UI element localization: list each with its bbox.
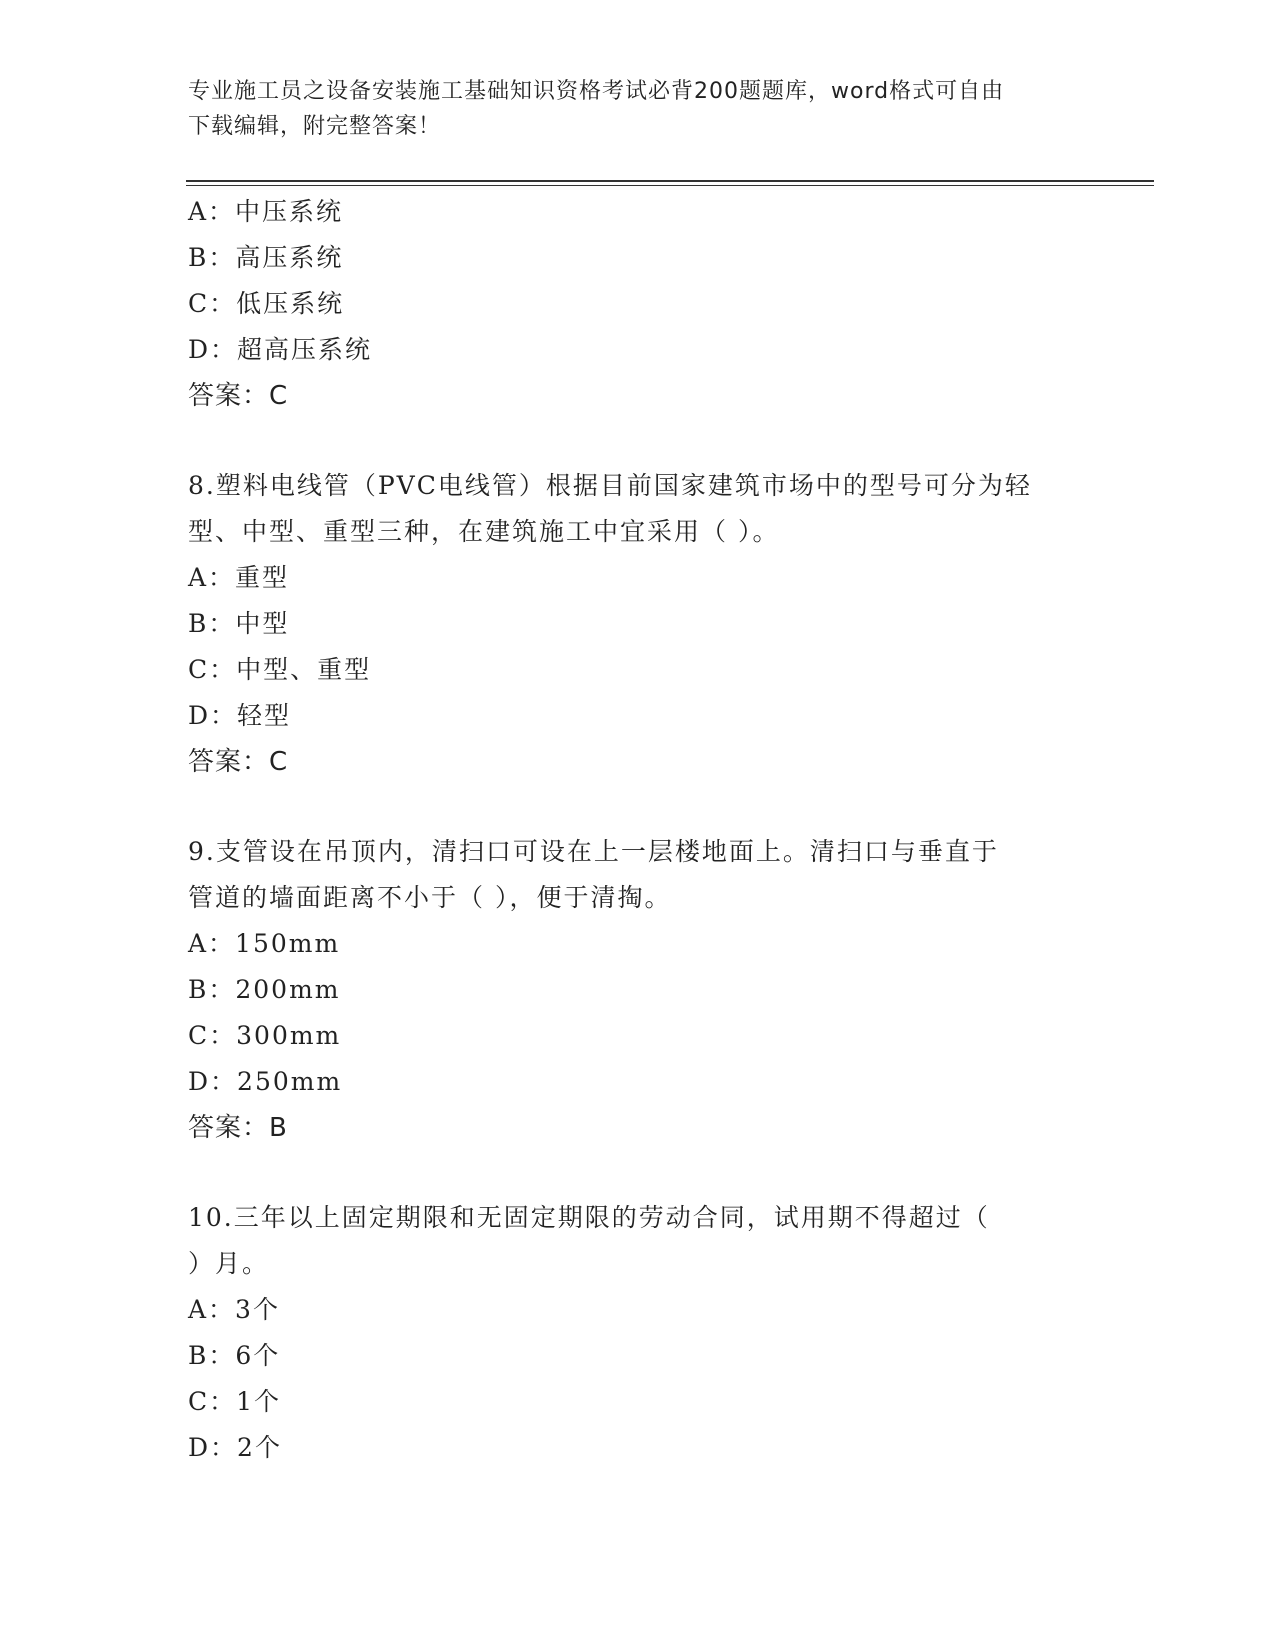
header-divider-thin [186, 185, 1154, 186]
option-d: D：超高压系统 [188, 335, 373, 364]
option-b: B：中型 [188, 609, 290, 638]
answer: 答案：C [188, 747, 289, 777]
option-d: D：250mm [188, 1067, 343, 1096]
question-stem-line-2: ）月。 [188, 1249, 270, 1278]
option-c: C：1个 [188, 1387, 282, 1416]
document-header [188, 74, 1068, 144]
header-line-1: 专业施工员之设备安装施工基础知识资格考试必背200题题库，word格式可自由 [188, 79, 1005, 104]
option-b: B：高压系统 [188, 243, 344, 272]
option-a: A：中压系统 [188, 197, 344, 226]
option-b: B：200mm [188, 975, 341, 1004]
option-c: C：低压系统 [188, 289, 345, 318]
answer: 答案：B [188, 1113, 288, 1143]
option-a: A：3个 [188, 1295, 280, 1324]
option-b: B：6个 [188, 1341, 281, 1370]
header-line-2: 下载编辑，附完整答案！ [188, 114, 442, 139]
option-a: A：重型 [188, 563, 290, 592]
question-9 [188, 829, 1088, 1151]
question-list [188, 189, 1088, 1471]
header-divider-thick [186, 180, 1154, 182]
question-stem-line-1: 9.支管设在吊顶内，清扫口可设在上一层楼地面上。清扫口与垂直于 [188, 837, 999, 866]
question-stem-line-1: 8.塑料电线管（PVC电线管）根据目前国家建筑市场中的型号可分为轻 [188, 471, 1032, 500]
option-d: D：轻型 [188, 701, 292, 730]
question-10 [188, 1195, 1088, 1471]
option-c: C：300mm [188, 1021, 342, 1050]
answer: 答案：C [188, 381, 289, 411]
question-8 [188, 463, 1088, 785]
question-7 [188, 189, 1088, 419]
question-stem-line-2: 管道的墙面距离不小于（ ），便于清掏。 [188, 883, 672, 912]
option-a: A：150mm [188, 929, 341, 958]
question-stem-line-2: 型、中型、重型三种，在建筑施工中宜采用（ ）。 [188, 517, 780, 546]
option-c: C：中型、重型 [188, 655, 372, 684]
question-stem-line-1: 10.三年以上固定期限和无固定期限的劳动合同，试用期不得超过（ [188, 1203, 990, 1232]
option-d: D：2个 [188, 1433, 282, 1462]
